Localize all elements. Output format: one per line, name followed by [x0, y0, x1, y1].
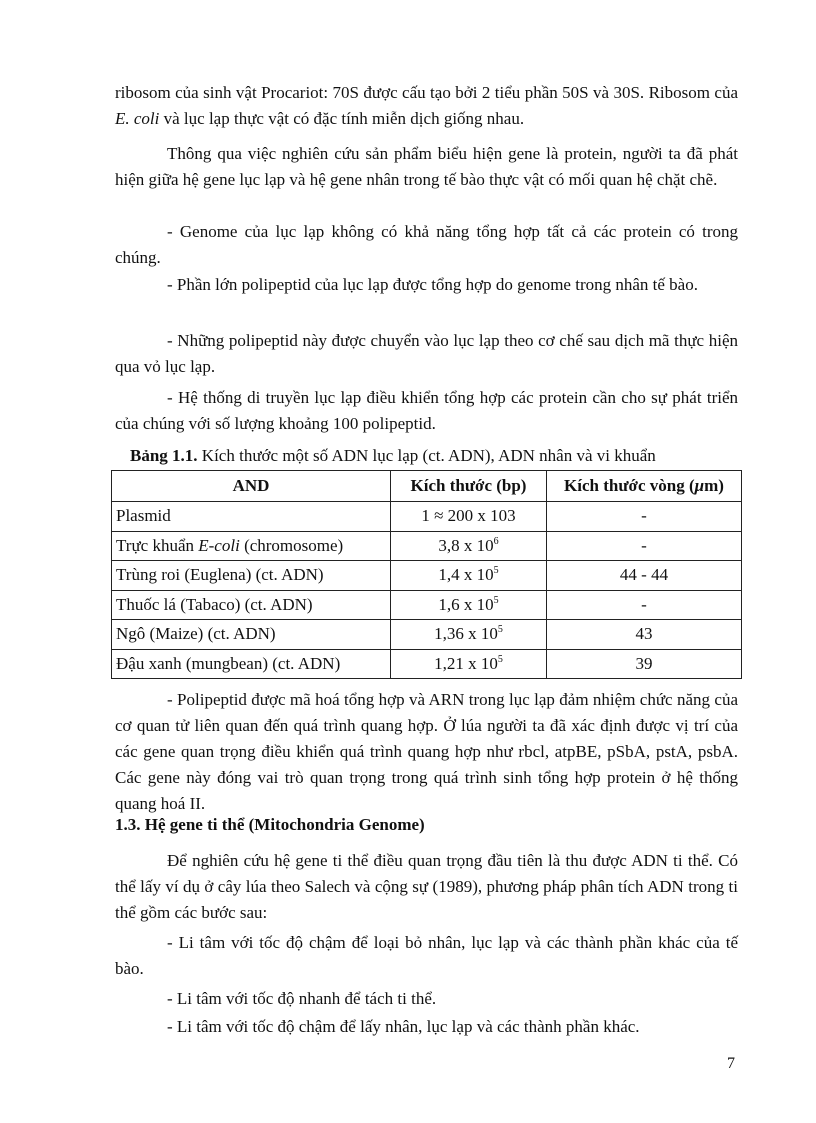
cell-ring-size: 43 — [547, 620, 742, 650]
table-row — [112, 561, 742, 591]
caption-text: Kích thước một số ADN lục lạp (ct. ADN), ADN nhân và vi khuẩn — [197, 446, 656, 465]
header-size: Kích thước (bp) — [391, 471, 547, 502]
cell-size — [391, 649, 547, 679]
table-row — [112, 649, 742, 679]
size-base: 3,8 x 10 — [438, 535, 494, 555]
paragraph-text: ribosom của sinh vật Procariot: 70S được cấu tạo bởi 2 tiểu phần 50S và 30S. Ribosom của — [115, 83, 738, 102]
organism-name: Thuốc lá (Tabaco) (ct. ADN) — [116, 594, 313, 614]
bullet-transport: - Những polipeptid này được chuyển vào lục lạp theo cơ chế sau dịch mã thực hiện qua vỏ lục lạp. — [115, 331, 738, 376]
header-ring-size — [547, 471, 742, 502]
cell-ring-size: - — [547, 531, 742, 561]
organism-name-end: (chromosome) — [239, 535, 344, 555]
header-and: AND — [112, 471, 391, 502]
page-number: 7 — [727, 1055, 735, 1072]
bullet-fast-centrifuge: - Li tâm với tốc độ nhanh để tách ti thể. — [167, 989, 437, 1008]
cell-size — [391, 620, 547, 650]
cell-ring-size: - — [547, 590, 742, 620]
cell-ring-size: 39 — [547, 649, 742, 679]
cell-ring-size: - — [547, 502, 742, 532]
cell-organism — [112, 561, 391, 591]
cell-organism — [112, 531, 391, 561]
cell-ring-size: 44 - 44 — [547, 561, 742, 591]
organism-name: Đậu xanh (mungbean) (ct. ADN) — [116, 653, 341, 673]
size-base: 1,4 x 10 — [438, 565, 494, 585]
table-caption — [130, 444, 656, 468]
organism-name: Trùng roi (Euglena) (ct. ADN) — [116, 565, 324, 585]
table-header-row — [112, 471, 742, 502]
bullet-genome: - Genome của lục lạp không có khả năng tổng hợp tất cả các protein có trong chúng. — [115, 222, 738, 267]
size-base: 1,21 x 10 — [434, 653, 498, 673]
cell-size — [391, 561, 547, 591]
size-exponent: 5 — [497, 653, 503, 665]
bullet-slow-centrifuge: - Li tâm với tốc độ chậm để loại bỏ nhân, lục lạp và các thành phần khác của tế bào. — [115, 933, 738, 978]
size-exponent: 5 — [493, 594, 499, 606]
bullet-slow-centrifuge-2: - Li tâm với tốc độ chậm để lấy nhân, lục lạp và các thành phần khác. — [167, 1017, 640, 1036]
table-row — [112, 590, 742, 620]
header-ring-unit: m) — [704, 476, 724, 495]
mu-symbol: μ — [694, 476, 705, 495]
organism-name: Plasmid — [116, 506, 171, 526]
cell-organism — [112, 502, 391, 532]
table-row — [112, 531, 742, 561]
italic-species: E. coli — [115, 109, 160, 128]
cell-organism — [112, 649, 391, 679]
paragraph-text-end: và lục lạp thực vật có đặc tính miễn dịch giống nhau. — [159, 109, 525, 128]
size-exponent: 5 — [497, 624, 503, 636]
cell-size — [391, 531, 547, 561]
paragraph-mitochondria-dna: Để nghiên cứu hệ gene ti thể điều quan trọng đầu tiên là thu được ADN ti thể. Có thể lấy ví dụ ở cây lúa theo Salech và cộng sự (1989), phương pháp phân tích ADN trong ti thể gồm các bước sau: — [115, 851, 738, 922]
cell-size — [391, 590, 547, 620]
bullet-genetic-system: - Hệ thống di truyền lục lạp điều khiển tổng hợp các protein cần cho sự phát triển của chúng với số lượng khoảng 100 polipeptid. — [115, 388, 738, 433]
cell-organism — [112, 620, 391, 650]
organism-name: Trực khuẩn — [116, 535, 199, 555]
paragraph-gene-expression: Thông qua việc nghiên cứu sản phẩm biểu hiện gene là protein, người ta đã phát hiện giữa hệ gene lục lạp và hệ gene nhân trong tế bào thực vật có mối quan hệ chặt chẽ. — [115, 144, 738, 189]
size-base: 1,36 x 10 — [434, 624, 498, 644]
header-ring-text: Kích thước vòng ( — [564, 476, 695, 495]
paragraph-ribosom — [115, 80, 738, 132]
organism-name: Ngô (Maize) (ct. ADN) — [116, 624, 276, 644]
bullet-polipeptid: - Phần lớn polipeptid của lục lạp được tổng hợp do genome trong nhân tế bào. — [167, 275, 698, 294]
size-exponent: 6 — [493, 535, 499, 547]
size-exponent: 5 — [493, 565, 499, 577]
caption-label: Bảng 1.1. — [130, 446, 198, 465]
table-row — [112, 502, 742, 532]
cell-organism — [112, 590, 391, 620]
table-row — [112, 620, 742, 650]
paragraph-polipeptid-photosynthesis: - Polipeptid được mã hoá tổng hợp và ARN trong lục lạp đảm nhiệm chức năng của cơ quan tử liên quan đến quá trình quang hợp. Ở lúa người ta đã xác định được vị trí của các gene quan trọng điều khiển quá trình quang hợp như rbcl, atpBE, pSbA, pstA, psbA. Các gene này đóng vai trò quan trọng trong quá trình sinh tổng hợp protein ở hệ thống quang hoá II. — [115, 690, 738, 813]
cell-size — [391, 502, 547, 532]
size-base: 1,6 x 10 — [438, 594, 494, 614]
dna-size-table — [111, 470, 742, 679]
section-heading: 1.3. Hệ gene ti thể (Mitochondria Genome) — [115, 815, 425, 834]
organism-name-italic: E-coli — [198, 535, 240, 555]
size-base: 1 ≈ 200 x 103 — [421, 506, 516, 526]
